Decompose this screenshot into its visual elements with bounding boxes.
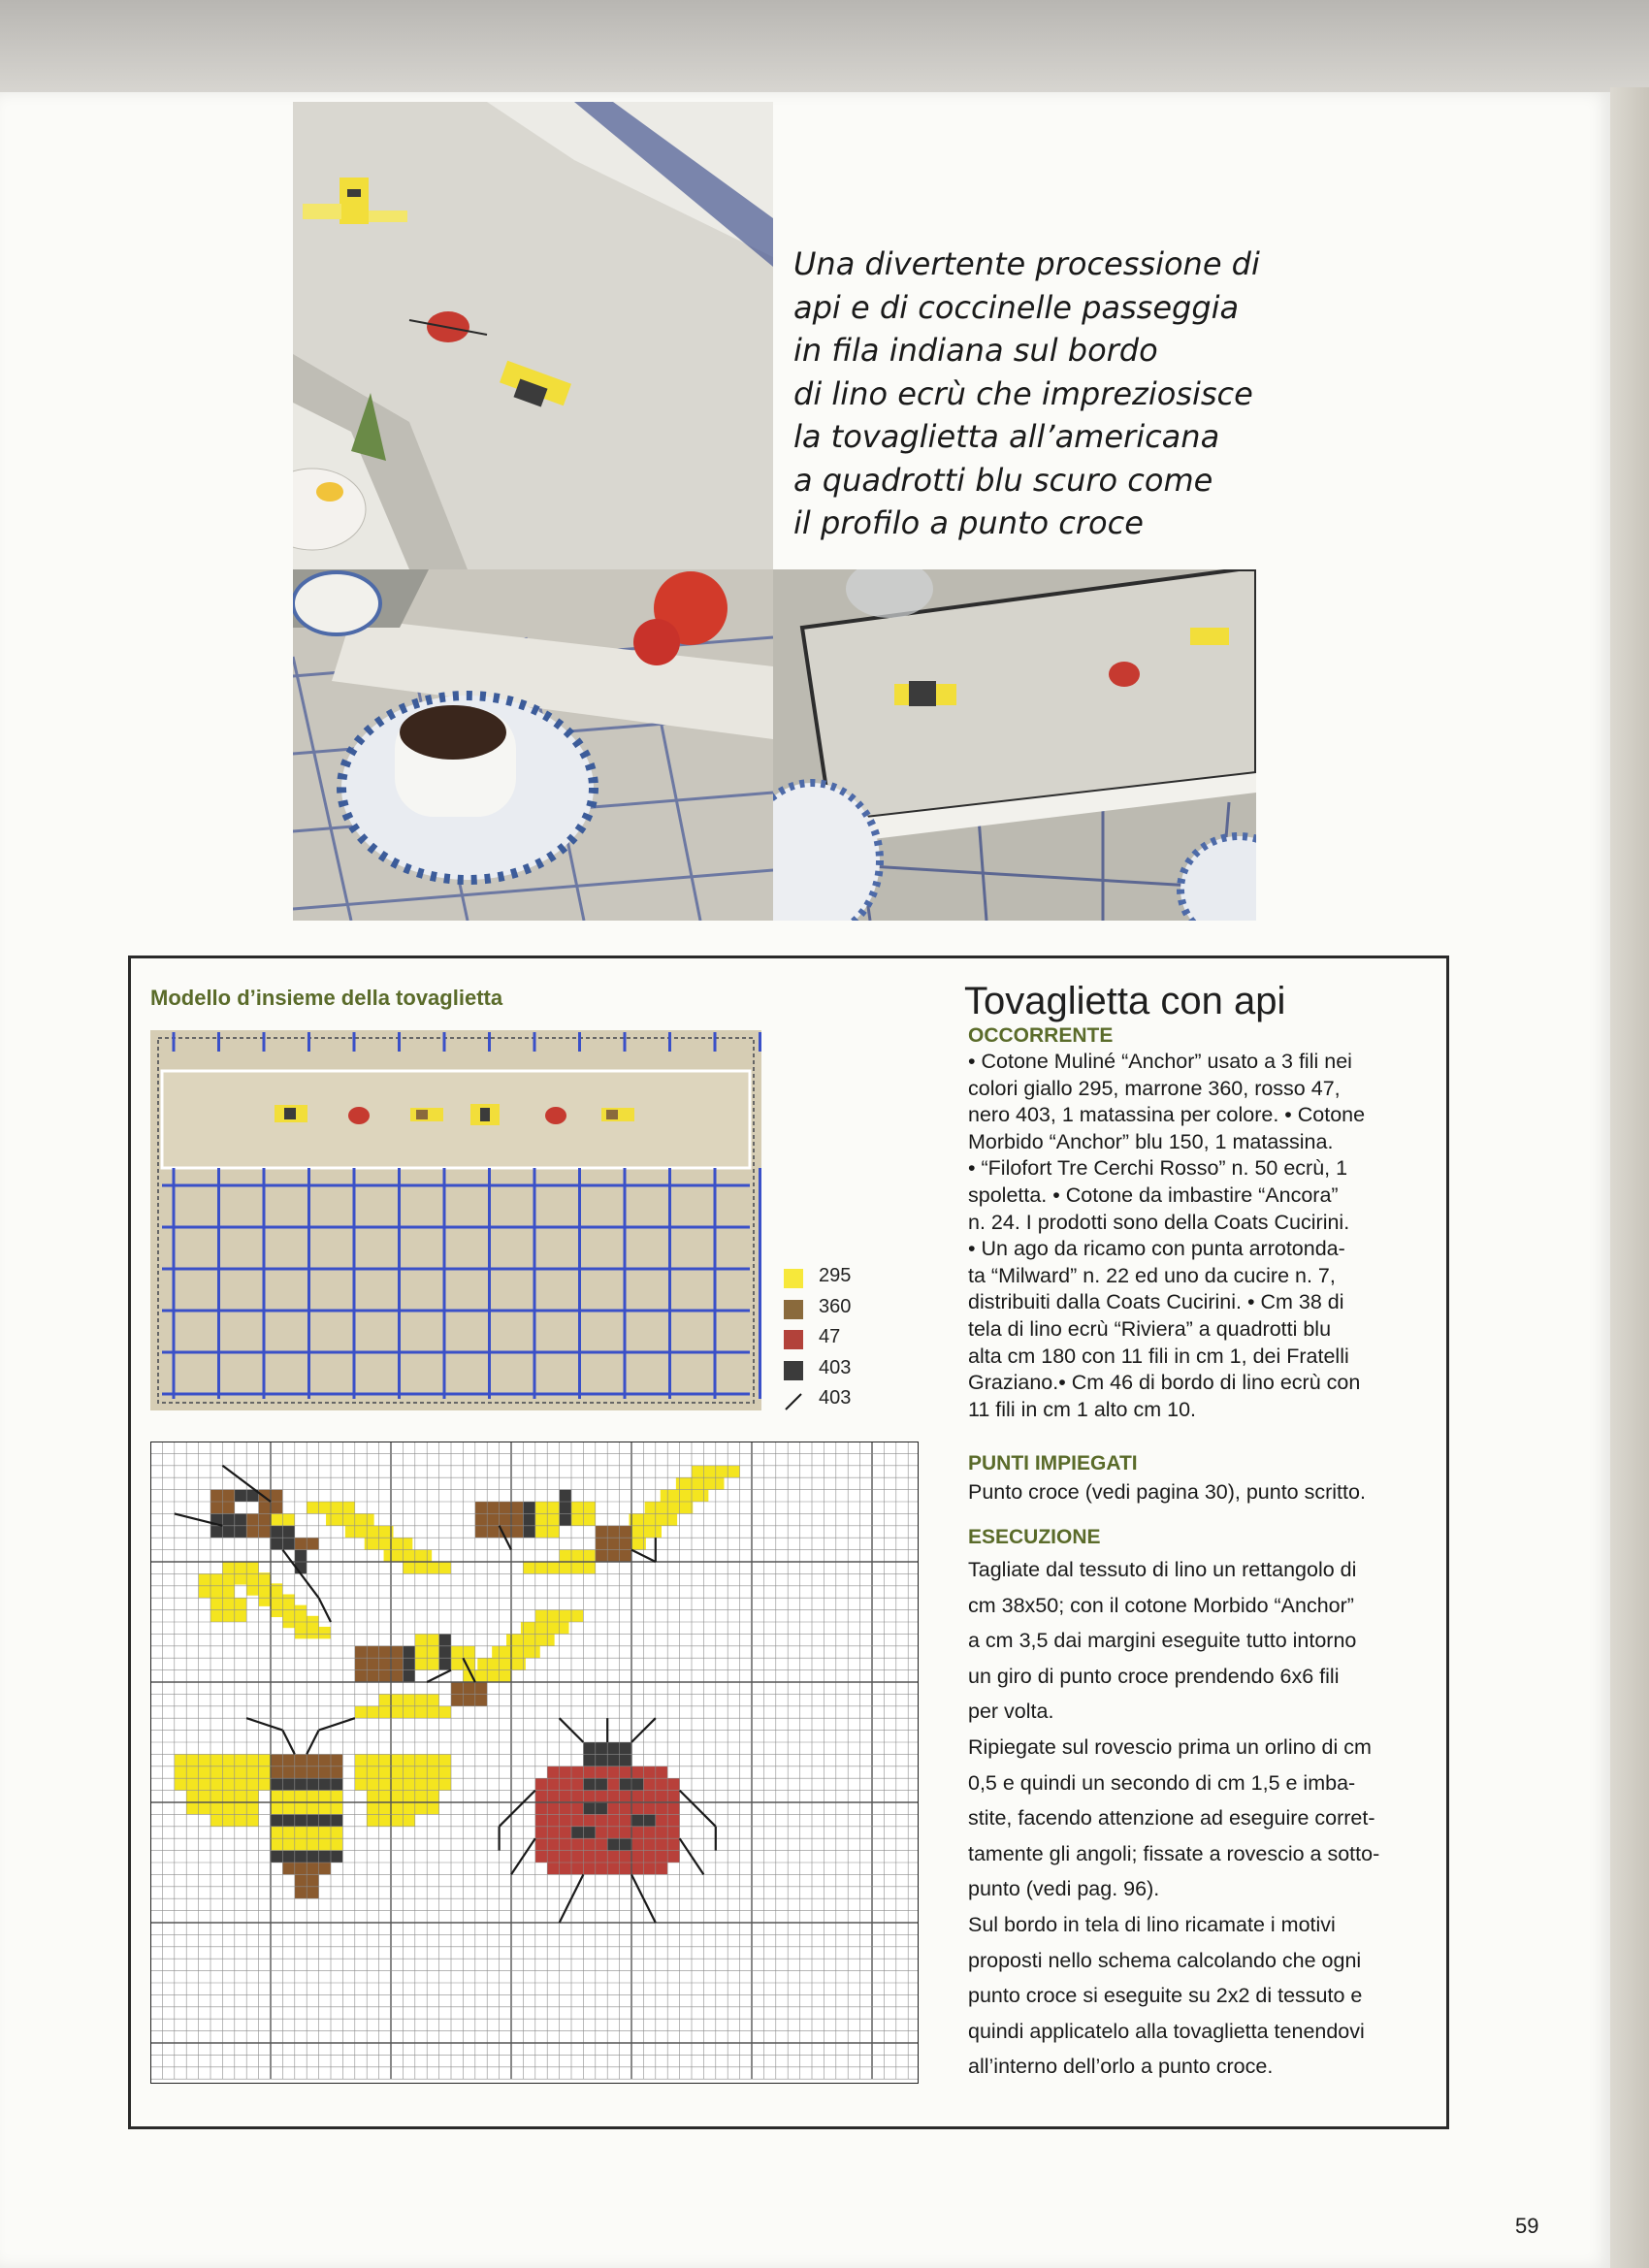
legend-swatch-red [784, 1330, 803, 1349]
esecuzione-heading: ESECUZIONE [968, 1526, 1101, 1548]
text-line: a cm 3,5 dai margini eseguite tutto intorno [968, 1629, 1357, 1653]
text-line: cm 38x50; con il cotone Morbido “Anchor” [968, 1593, 1354, 1617]
occorrente-text [968, 1049, 1403, 1423]
legend-swatch-brown [784, 1300, 803, 1319]
text-line: 0,5 e quindi un secondo di cm 1,5 e imba- [968, 1770, 1356, 1795]
legend-backstitch-icon [784, 1391, 803, 1410]
text-line: tela di lino ecrù “Riviera” a quadrotti blu [968, 1316, 1332, 1341]
text-line: n. 24. I prodotti sono della Coats Cucirini. [968, 1210, 1350, 1234]
caption-line: Una divertente processione di [793, 245, 1260, 282]
cross-stitch-chart [150, 1442, 919, 2084]
caption-line: in fila indiana sul bordo [793, 332, 1158, 369]
text-line: un giro di punto croce prendendo 6x6 fili [968, 1664, 1340, 1688]
legend-code: 403 [819, 1387, 852, 1409]
caption-line: a quadrotti blu scuro come [793, 461, 1213, 499]
bee-motif-photo3 [894, 681, 956, 706]
article-title: Tovaglietta con api [964, 980, 1286, 1022]
text-line: spoletta. • Cotone da imbastire “Ancora” [968, 1183, 1339, 1207]
text-line: • Un ago da ricamo con punta arrotonda- [968, 1237, 1345, 1261]
text-line: punto croce si eseguite su 2x2 di tessuto e [968, 1984, 1363, 2008]
text-line: Morbido “Anchor” blu 150, 1 matassina. [968, 1129, 1334, 1153]
photo-table-setting-left [293, 569, 773, 921]
placemat-overview-diagram [150, 1030, 761, 1410]
text-line: ta “Milward” n. 22 ed uno da cucire n. 7, [968, 1263, 1336, 1287]
text-line: alta cm 180 con 11 fili in cm 1, dei Fratelli [968, 1344, 1349, 1368]
punti-text [968, 1479, 1403, 1507]
text-line: per volta. [968, 1700, 1054, 1724]
text-line: Ripiegate sul rovescio prima un orlino di cm [968, 1734, 1372, 1759]
text-line: colori giallo 295, marrone 360, rosso 47, [968, 1076, 1341, 1100]
legend-swatch-black [784, 1361, 803, 1380]
occorrente-heading: OCCORRENTE [968, 1024, 1114, 1047]
photo-table-setting-right [773, 569, 1256, 921]
text-line: proposti nello schema calcolando che ogni [968, 1948, 1362, 1972]
text-line: stite, facendo attenzione ad eseguire corret- [968, 1806, 1375, 1831]
text-line: 11 fili in cm 1 alto cm 10. [968, 1397, 1196, 1421]
esecuzione-text [968, 1558, 1403, 2079]
text-line: all’interno dell’orlo a punto croce. [968, 2055, 1274, 2079]
text-line: quindi applicatelo alla tovaglietta tenendovi [968, 2019, 1365, 2043]
scan-top-band [0, 0, 1649, 92]
text-line: nero 403, 1 matassina per colore. • Cotone [968, 1103, 1366, 1127]
text-line: Sul bordo in tela di lino ricamate i motivi [968, 1912, 1336, 1936]
text-line: Graziano.• Cm 46 di bordo di lino ecrù con [968, 1371, 1361, 1395]
text-line: Punto croce (vedi pagina 30), punto scritto. [968, 1480, 1366, 1504]
punti-heading: PUNTI IMPIEGATI [968, 1452, 1138, 1474]
photo-bees-closeup [293, 102, 773, 569]
text-line: distribuiti dalla Coats Cucirini. • Cm 38 di [968, 1290, 1344, 1314]
legend-code: 360 [819, 1295, 852, 1317]
caption-line: di lino ecrù che impreziosisce [793, 374, 1253, 412]
text-line: punto (vedi pag. 96). [968, 1877, 1160, 1901]
text-line: • Cotone Muliné “Anchor” usato a 3 fili nei [968, 1050, 1352, 1073]
legend-code: 47 [819, 1326, 841, 1347]
text-line: tamente gli angoli; fissate a rovescio a sotto- [968, 1841, 1380, 1865]
text-line: Tagliate dal tessuto di lino un rettangolo di [968, 1558, 1357, 1581]
photo-caption [793, 243, 1298, 545]
legend-swatch-yellow [784, 1269, 803, 1288]
overview-title: Modello d’insieme della tovaglietta [150, 986, 503, 1010]
legend-code: 295 [819, 1265, 852, 1286]
page-edge [1610, 87, 1649, 2268]
caption-line: la tovaglietta all’americana [793, 418, 1220, 455]
page-number: 59 [1515, 2214, 1539, 2238]
legend-code: 403 [819, 1356, 852, 1378]
text-line: • “Filofort Tre Cerchi Rosso” n. 50 ecrù, 1 [968, 1156, 1348, 1181]
caption-line: il profilo a punto croce [793, 504, 1144, 541]
caption-line: api e di coccinelle passeggia [793, 288, 1240, 326]
